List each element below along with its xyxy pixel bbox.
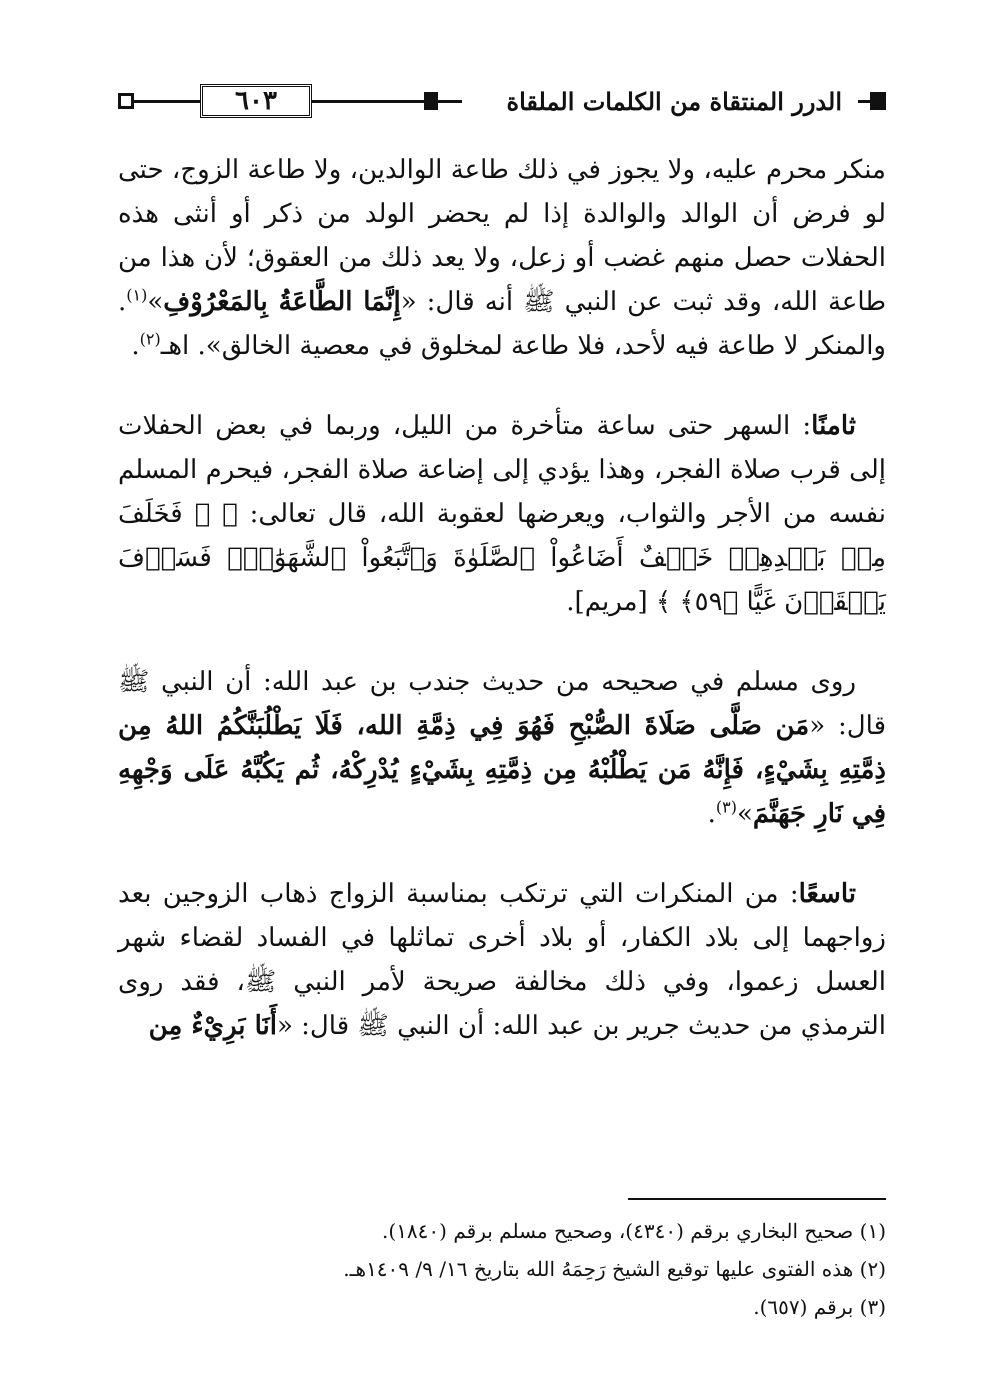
body-text [118,148,886,1048]
footnote-3: (٣) برقم (٦٥٧). [753,1295,886,1319]
hadith-quote: أَنَا بَرِيْءٌ مِن [148,1011,277,1041]
hadith-quote: مَن صَلَّى صَلَاةَ الصُّبْحِ فَهُوَ فِي ذِمَّةِ الله، فَلَا يَطْلُبَنَّكُمُ اللهُ مِن ذِمَّتِهِ بِشَيْءٍ، فَإِنَّهُ مَن يَطْلُبْهُ مِن ذِمَّتِهِ بِشَيْءٍ يُدْرِكْهُ، ثُم يَكُبَّهُ عَلَى وَجْهِهِ فِي نَارِ جَهَنَّمَ [118,711,886,829]
page-header [118,82,886,120]
footnote-ref-3[interactable]: (٣) [715,797,737,817]
text: : من المنكرات التي ترتكب بمناسبة الزواج ذهاب الزوجين بعد زواجهما إلى بلاد الكفار، أو بلاد أخرى تماثلها في الفساد لقضاء شهر العسل زعموا، وفي ذلك مخالفة صريحة لأمر النبي ﷺ، فقد روى الترمذي من حديث جرير بن عبد الله: أن النبي ﷺ قال: « [118,879,886,1041]
text: : السهر حتى ساعة متأخرة من الليل، وربما في بعض الحفلات إلى قرب صلاة الفجر، وهذا يؤدي إلى إضاعة صلاة الفجر، فيحرم المسلم نفسه من الأجر والثواب، ويعرضها لعقوبة الله، قال تعالى: ﴿ ۞ فَخَلَفَ مِنۢ بَعۡدِهِمۡ خَلۡفٌ أَضَاعُواْ ٱلصَّلَوٰةَ وَٱتَّبَعُواْ ٱلشَّهَوَٰتِۖ فَسَوۡفَ يَلۡقَوۡنَ غَيًّا ﴿٥٩﴾ ﴾ [مريم]. [118,411,886,617]
book-title: الدرر المنتقاة من الكلمات الملقاة [499,82,850,120]
text: . [131,331,140,361]
paragraph-eighth [118,404,886,624]
footnote-ref-1[interactable]: (١) [126,285,148,305]
text: » [147,287,164,317]
header-block-ornament-right [870,92,886,110]
header-rule-middle [312,100,462,103]
paragraph-ninth [118,872,886,1048]
page-number: ٦٠٣ [200,84,312,118]
text: » [736,799,753,829]
footnotes [118,1212,886,1326]
header-rule-left [134,100,200,103]
header-bar-ornament-middle [424,92,438,110]
footnote-1: (١) صحيح البخاري برقم (٤٣٤٠)، وصحيح مسلم برقم (١٨٤٠). [382,1219,886,1243]
footnote-2: (٢) هذه الفتوى عليها توقيع الشيخ رَحِمَهُ الله بتاريخ ١٦/ ٩/ ١٤٠٩هـ. [343,1257,886,1281]
paragraph-muslim-hadith [118,660,886,836]
footnote-ref-2[interactable]: (٢) [139,329,161,349]
section-label-eighth: ثامنًا [811,411,856,441]
text: روى مسلم في صحيحه من حديث جندب بن عبد الله: أن النبي ﷺ قال: « [118,667,886,741]
text: . والمنكر لا طاعة فيه لأحد، فلا طاعة لمخلوق في معصية الخالق». اهـ [118,287,886,361]
section-label-ninth: تاسعًا [798,879,856,909]
header-square-ornament-left [118,93,134,109]
hadith-quote: إِنَّمَا الطَّاعَةُ بِالمَعْرُوْفِ [163,287,401,317]
text: منكر محرم عليه، ولا يجوز في ذلك طاعة الوالدين، ولا طاعة الزوج، حتى لو فرض أن الوالد والوالدة إذا لم يحضر الولد من ذكر أو أنثى هذه الحفلات حصل منهم غضب أو زعل، ولا يعد ذلك من العقوق؛ لأن هذا من طاعة الله، وقد ثبت عن النبي ﷺ أنه قال: « [118,155,887,317]
footnote-separator [628,1198,886,1200]
paragraph-obedience [118,148,886,368]
text: . [707,799,716,829]
